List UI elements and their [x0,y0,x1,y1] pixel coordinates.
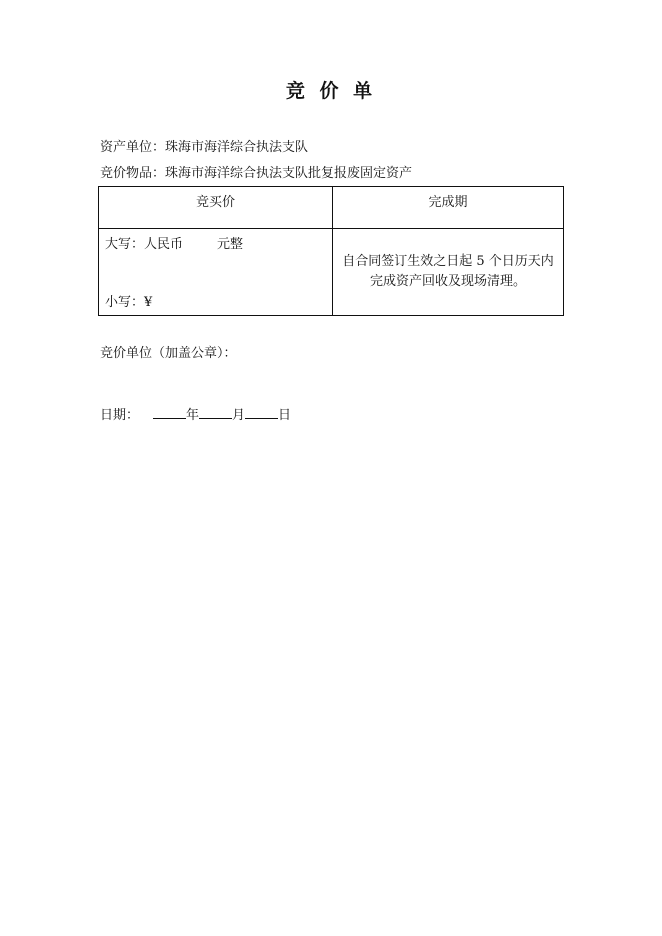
asset-unit-value: 珠海市海洋综合执法支队 [165,140,309,155]
table-header-row [99,187,564,229]
period-text-line1: 自合同签订生效之日起 5 个日历天内 [342,254,554,269]
bidder-label: 竞价单位（加盖公章）： [100,346,237,361]
big-amount-field[interactable] [105,233,243,252]
year-blank[interactable] [153,406,186,419]
day-label: 日 [278,408,292,423]
year-label: 年 [186,408,200,423]
day-blank[interactable] [245,406,278,419]
period-cell [333,229,564,316]
period-text-line2: 完成资产回收及现场清理。 [369,274,526,289]
table-row [99,229,564,316]
header-period: 完成期 [333,187,564,229]
bidder-seal-line [100,342,237,361]
date-line [100,404,291,423]
month-blank[interactable] [199,406,232,419]
price-cell[interactable] [99,229,333,316]
item-line [100,162,412,181]
small-amount-field[interactable] [105,291,152,310]
bid-table [98,186,564,316]
big-amount-unit: 元整 [217,237,244,252]
page-title: 竞 价 单 [285,80,377,102]
small-amount-label: 小写：¥ [105,295,153,310]
month-label: 月 [232,408,246,423]
item-label: 竞价物品： [100,166,166,181]
date-label: 日期： [100,408,140,423]
big-amount-label: 大写：人民币 [105,237,184,252]
header-price: 竞买价 [99,187,333,229]
item-value: 珠海市海洋综合执法支队批复报废固定资产 [165,166,413,181]
asset-unit-label: 资产单位： [100,140,166,155]
asset-unit-line [100,136,308,155]
